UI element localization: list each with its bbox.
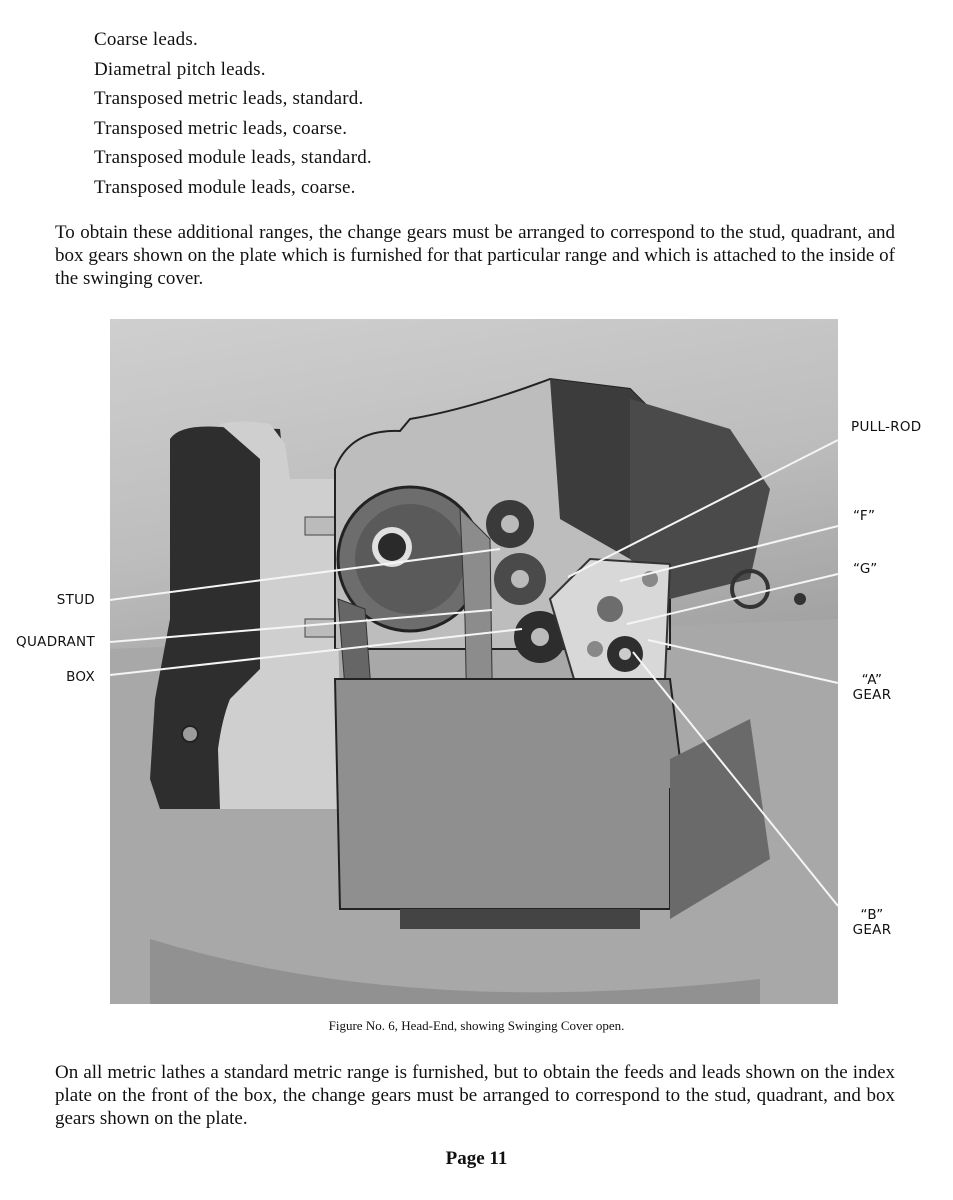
label-b-gear-word: GEAR xyxy=(852,922,892,938)
label-box: BOX xyxy=(66,669,95,685)
list-item: Transposed module leads, coarse. xyxy=(94,176,356,198)
label-f: “F” xyxy=(853,508,876,524)
label-a-gear-letter: “A” xyxy=(861,672,883,688)
figure-caption: Figure No. 6, Head-End, showing Swinging Cover open. xyxy=(328,1018,625,1033)
label-b-gear xyxy=(848,908,896,938)
list-item: Diametral pitch leads. xyxy=(94,58,266,80)
label-b-gear-letter: “B” xyxy=(860,907,884,923)
intro-paragraph: To obtain these additional ranges, the change gears must be arranged to correspond to the stud, quadrant, and box gears shown on the plate which is furnished for that particular range and which is attached to the inside of the swinging cover. xyxy=(55,222,895,289)
label-stud: STUD xyxy=(56,592,95,608)
page-number: Page 11 xyxy=(445,1148,508,1169)
label-quadrant: QUADRANT xyxy=(16,634,95,650)
label-a-gear-word: GEAR xyxy=(852,687,892,703)
lathe-illustration xyxy=(110,319,838,1004)
label-g: “G” xyxy=(853,561,878,577)
label-pull-rod: PULL-ROD xyxy=(851,419,922,435)
list-item: Transposed metric leads, standard. xyxy=(94,88,364,109)
lathe-head-end-photo xyxy=(110,319,838,1004)
closing-paragraph: On all metric lathes a standard metric range is furnished, but to obtain the feeds and leads shown on the index plate on the front of the box, the change gears must be arranged to correspond to the stud, quadrant, and box gears shown on the plate. xyxy=(55,1062,895,1129)
list-item: Coarse leads. xyxy=(94,29,198,50)
label-a-gear xyxy=(848,673,896,703)
list-item: Transposed metric leads, coarse. xyxy=(94,117,348,139)
list-item: Transposed module leads, standard. xyxy=(94,147,372,168)
lead-range-list xyxy=(94,25,372,202)
